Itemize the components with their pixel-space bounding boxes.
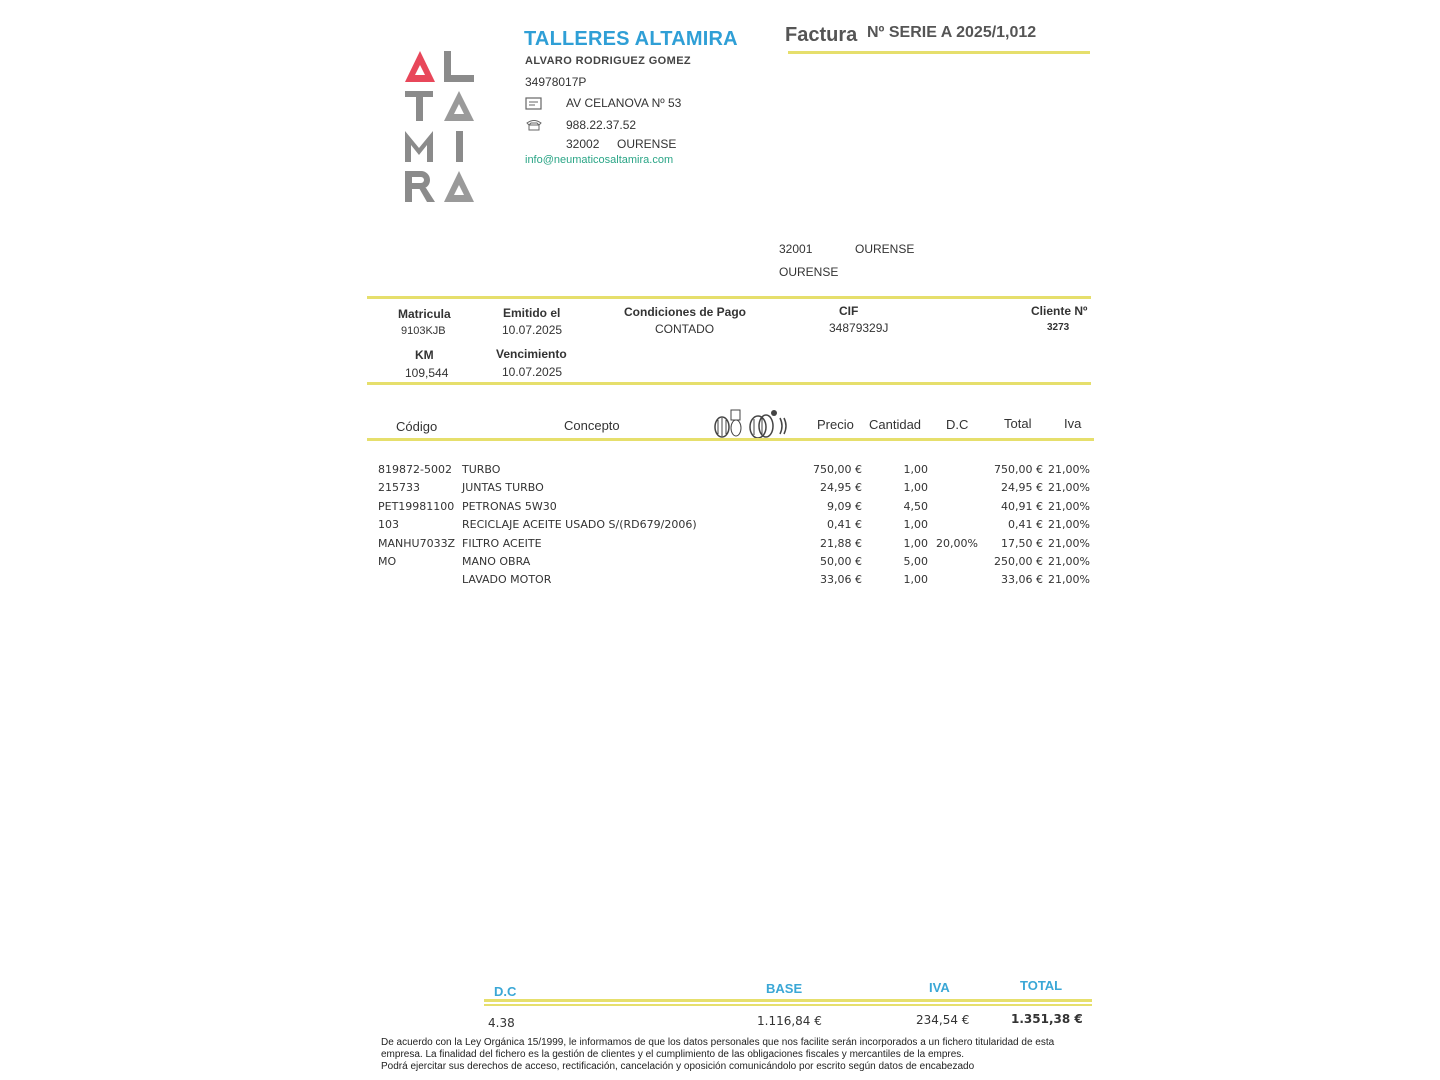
- totals-rule-2: [484, 1004, 1092, 1006]
- cell-codigo: 819872-5002: [378, 463, 452, 476]
- client-city: OURENSE: [855, 242, 915, 256]
- cell-total: 0,41 €: [1008, 518, 1043, 531]
- company-phone: 988.22.37.52: [566, 118, 637, 132]
- col-total-header: Total: [1004, 416, 1032, 431]
- totals-base-label: BASE: [766, 981, 803, 996]
- legal-line-3: Podrá ejercitar sus derechos de acceso, rectificación, cancelación y oposición comunicándolo por escrito según datos de encabezado: [381, 1061, 975, 1072]
- cell-precio: 9,09 €: [827, 500, 862, 513]
- meta-top-rule: [367, 296, 1091, 299]
- logo-letter-a3: [444, 171, 474, 202]
- cell-cantidad: 1,00: [903, 518, 928, 531]
- tire-oil-icon: [715, 410, 741, 437]
- cell-concepto: JUNTAS TURBO: [462, 481, 544, 494]
- cell-precio: 21,88 €: [820, 537, 862, 550]
- cell-cantidad: 1,00: [903, 463, 928, 476]
- emitido-value: 10.07.2025: [502, 323, 563, 337]
- cell-precio: 33,06 €: [820, 573, 862, 586]
- cell-precio: 24,95 €: [820, 481, 862, 494]
- table-row: [0, 537, 1440, 555]
- legal-line-1: De acuerdo con la Ley Orgánica 15/1999, le informamos de que los datos personales que nos facilite serán incorporados a un fichero titularidad de esta: [381, 1037, 1055, 1048]
- table-row: [0, 518, 1440, 536]
- table-header-rule: [367, 438, 1094, 441]
- company-postal-code: 32002: [566, 137, 600, 151]
- logo-letter-a2: [444, 91, 474, 121]
- logo-letter-r: [405, 171, 435, 202]
- cell-iva: 21,00%: [1048, 518, 1090, 531]
- totals-base-value: 1.116,84 €: [757, 1014, 822, 1028]
- cell-iva: 21,00%: [1048, 555, 1090, 568]
- cell-total: 33,06 €: [1001, 573, 1043, 586]
- cell-cantidad: 5,00: [903, 555, 928, 568]
- cell-iva: 21,00%: [1048, 537, 1090, 550]
- company-nif: 34978017P: [525, 75, 587, 89]
- col-cantidad-header: Cantidad: [869, 417, 922, 432]
- cell-total: 17,50 €: [1001, 537, 1043, 550]
- cell-concepto: LAVADO MOTOR: [462, 573, 552, 586]
- totals-total-value: 1.351,38 €: [1011, 1012, 1083, 1026]
- col-concepto-header: Concepto: [564, 418, 620, 433]
- invoice-title-rule: [788, 51, 1090, 54]
- cell-iva: 21,00%: [1048, 463, 1090, 476]
- company-name: TALLERES ALTAMIRA: [524, 28, 738, 50]
- table-row: [0, 500, 1440, 518]
- cell-concepto: RECICLAJE ACEITE USADO S/(RD679/2006): [462, 518, 697, 531]
- cell-iva: 21,00%: [1048, 500, 1090, 513]
- cell-precio: 750,00 €: [813, 463, 862, 476]
- client-postal-code: 32001: [779, 242, 813, 256]
- company-city: OURENSE: [617, 137, 677, 151]
- matricula-label: Matricula: [398, 307, 451, 321]
- col-dc-header: D.C: [946, 417, 969, 432]
- company-email[interactable]: info@neumaticosaltamira.com: [525, 154, 674, 166]
- vencimiento-value: 10.07.2025: [502, 365, 563, 379]
- meta-bottom-rule: [367, 382, 1091, 385]
- col-precio-header: Precio: [817, 417, 854, 432]
- cell-total: 250,00 €: [994, 555, 1043, 568]
- legal-line-2: empresa. La finalidad del fichero es la gestión de clientes y el cumplimiento de las obligaciones fiscales y mercantiles de la empres.: [381, 1049, 965, 1060]
- col-iva-header: Iva: [1064, 416, 1082, 431]
- cell-iva: 21,00%: [1048, 573, 1090, 586]
- cell-concepto: MANO OBRA: [462, 555, 531, 568]
- cell-cantidad: 1,00: [903, 481, 928, 494]
- cell-precio: 0,41 €: [827, 518, 862, 531]
- company-logo: [402, 48, 482, 204]
- cell-cantidad: 1,00: [903, 573, 928, 586]
- cell-total: 40,91 €: [1001, 500, 1043, 513]
- cell-codigo: MO: [378, 555, 397, 568]
- table-row: [0, 463, 1440, 481]
- logo-letter-t: [405, 91, 433, 121]
- logo-letter-a: [405, 51, 435, 82]
- km-value: 109,544: [405, 366, 449, 380]
- phone-icon: [525, 118, 543, 137]
- cell-iva: 21,00%: [1048, 481, 1090, 494]
- totals-dc-value: 4.38: [488, 1016, 515, 1030]
- cell-concepto: PETRONAS 5W30: [462, 500, 557, 513]
- condiciones-value: CONTADO: [655, 322, 715, 336]
- totals-iva-value: 234,54 €: [916, 1013, 970, 1027]
- cell-cantidad: 4,50: [903, 500, 928, 513]
- cliente-label: Cliente Nº: [1031, 304, 1088, 318]
- cell-total: 750,00 €: [994, 463, 1043, 476]
- logo-letter-i: [456, 131, 463, 162]
- totals-total-label: TOTAL: [1020, 978, 1063, 993]
- table-row: [0, 573, 1440, 591]
- invoice-label: Factura: [785, 24, 858, 46]
- cell-codigo: MANHU7033Z: [378, 537, 456, 550]
- tire-service-icon: [750, 410, 786, 438]
- cell-codigo: 103: [378, 518, 399, 531]
- vencimiento-label: Vencimiento: [496, 347, 567, 361]
- cif-value: 34879329J: [829, 321, 889, 335]
- cell-dc: 20,00%: [936, 537, 978, 550]
- cell-cantidad: 1,00: [903, 537, 928, 550]
- address-icon: [525, 96, 543, 117]
- totals-iva-label: IVA: [929, 980, 950, 995]
- km-label: KM: [415, 348, 434, 362]
- table-row: [0, 481, 1440, 499]
- logo-letter-m: [405, 131, 433, 162]
- cliente-value: 3273: [1047, 322, 1070, 333]
- cif-label: CIF: [839, 304, 859, 318]
- logo-letter-l: [444, 51, 474, 82]
- company-owner: ALVARO RODRIGUEZ GOMEZ: [525, 55, 692, 67]
- table-row: [0, 555, 1440, 573]
- totals-rule-1: [484, 999, 1092, 1002]
- col-codigo-header: Código: [396, 419, 438, 434]
- company-address: AV CELANOVA Nº 53: [566, 96, 682, 110]
- client-province: OURENSE: [779, 265, 839, 279]
- emitido-label: Emitido el: [503, 306, 561, 320]
- cell-total: 24,95 €: [1001, 481, 1043, 494]
- cell-codigo: 215733: [378, 481, 420, 494]
- matricula-value: 9103KJB: [401, 325, 446, 337]
- invoice-series: Nº SERIE A 2025/1,012: [867, 24, 1037, 41]
- totals-dc-label: D.C: [494, 984, 517, 999]
- cell-codigo: PET19981100: [378, 500, 455, 513]
- cell-concepto: TURBO: [462, 463, 501, 476]
- cell-precio: 50,00 €: [820, 555, 862, 568]
- cell-concepto: FILTRO ACEITE: [462, 537, 542, 550]
- condiciones-label: Condiciones de Pago: [624, 305, 747, 319]
